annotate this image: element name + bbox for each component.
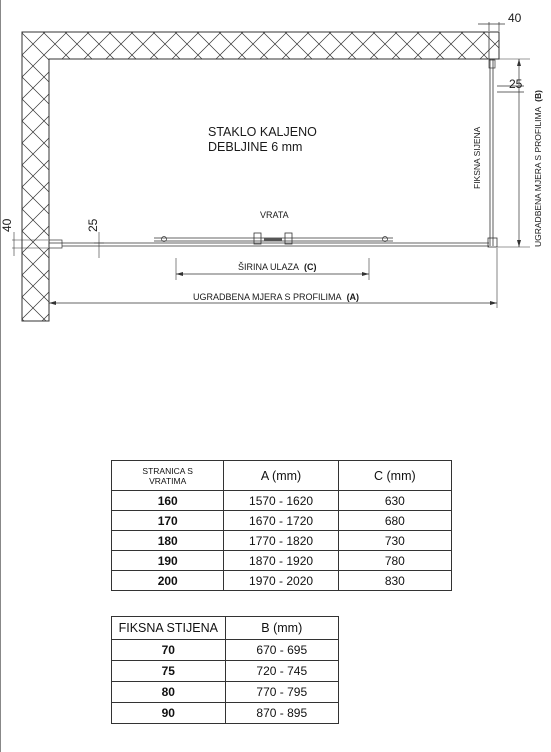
table-row [112, 531, 452, 551]
fixed-glass-panel [488, 59, 497, 247]
table-row [112, 661, 339, 682]
header-door-side-line1: STRANICA S [142, 465, 193, 476]
door-side-dimensions-table [111, 460, 452, 591]
glass-type-line2: DEBLJINE 6 mm [208, 140, 303, 154]
header-door-side [112, 461, 224, 491]
dim-b-label: UGRADBENA MJERA S PROFILIMA (B) [533, 90, 543, 247]
size-cell: 160 [112, 491, 224, 511]
size-cell: 200 [112, 571, 224, 591]
table-row [112, 571, 452, 591]
header-a-mm: A (mm) [224, 461, 338, 491]
dim-c-label: ŠIRINA ULAZA (C) [238, 262, 317, 272]
header-fixed-panel: FIKSNA STIJENA [112, 617, 226, 640]
b-range-cell: 720 - 745 [225, 661, 338, 682]
b-range-cell: 670 - 695 [225, 640, 338, 661]
table-row [112, 682, 339, 703]
table-header-row [112, 461, 452, 491]
fixed-panel-label: FIKSNA SIJENA [472, 126, 482, 189]
dimension-25-left [94, 232, 104, 258]
size-cell: 80 [112, 682, 226, 703]
c-value-cell: 730 [338, 531, 451, 551]
c-value-cell: 780 [338, 551, 451, 571]
dim-25-right-label: 25 [509, 77, 523, 91]
door-label: VRATA [260, 210, 289, 220]
dim-40-top-label: 40 [508, 11, 522, 25]
header-b-mm: B (mm) [225, 617, 338, 640]
table-row [112, 703, 339, 724]
b-range-cell: 870 - 895 [225, 703, 338, 724]
a-range-cell: 1670 - 1720 [224, 511, 338, 531]
a-range-cell: 1870 - 1920 [224, 551, 338, 571]
header-c-mm: C (mm) [338, 461, 451, 491]
a-range-cell: 1970 - 2020 [224, 571, 338, 591]
c-value-cell: 630 [338, 491, 451, 511]
wall-hatching [22, 32, 499, 321]
header-door-side-line2: VRATIMA [149, 475, 187, 486]
dimension-40-top [478, 22, 505, 31]
a-range-cell: 1570 - 1620 [224, 491, 338, 511]
b-range-cell: 770 - 795 [225, 682, 338, 703]
size-cell: 90 [112, 703, 226, 724]
dim-25-left-label: 25 [86, 218, 100, 232]
door-profile [49, 233, 489, 248]
fixed-panel-dimensions-table [111, 616, 339, 724]
glass-type-line1: STAKLO KALJENO [208, 125, 317, 139]
c-value-cell: 680 [338, 511, 451, 531]
dim-a-label: UGRADBENA MJERA S PROFILIMA (A) [193, 292, 360, 302]
table-row [112, 640, 339, 661]
size-cell: 70 [112, 640, 226, 661]
table-row [112, 551, 452, 571]
size-cell: 75 [112, 661, 226, 682]
c-value-cell: 830 [338, 571, 451, 591]
table-row [112, 511, 452, 531]
size-cell: 170 [112, 511, 224, 531]
a-range-cell: 1770 - 1820 [224, 531, 338, 551]
size-cell: 180 [112, 531, 224, 551]
table-header-row [112, 617, 339, 640]
size-cell: 190 [112, 551, 224, 571]
dim-40-left-label: 40 [0, 218, 14, 232]
table-row [112, 491, 452, 511]
